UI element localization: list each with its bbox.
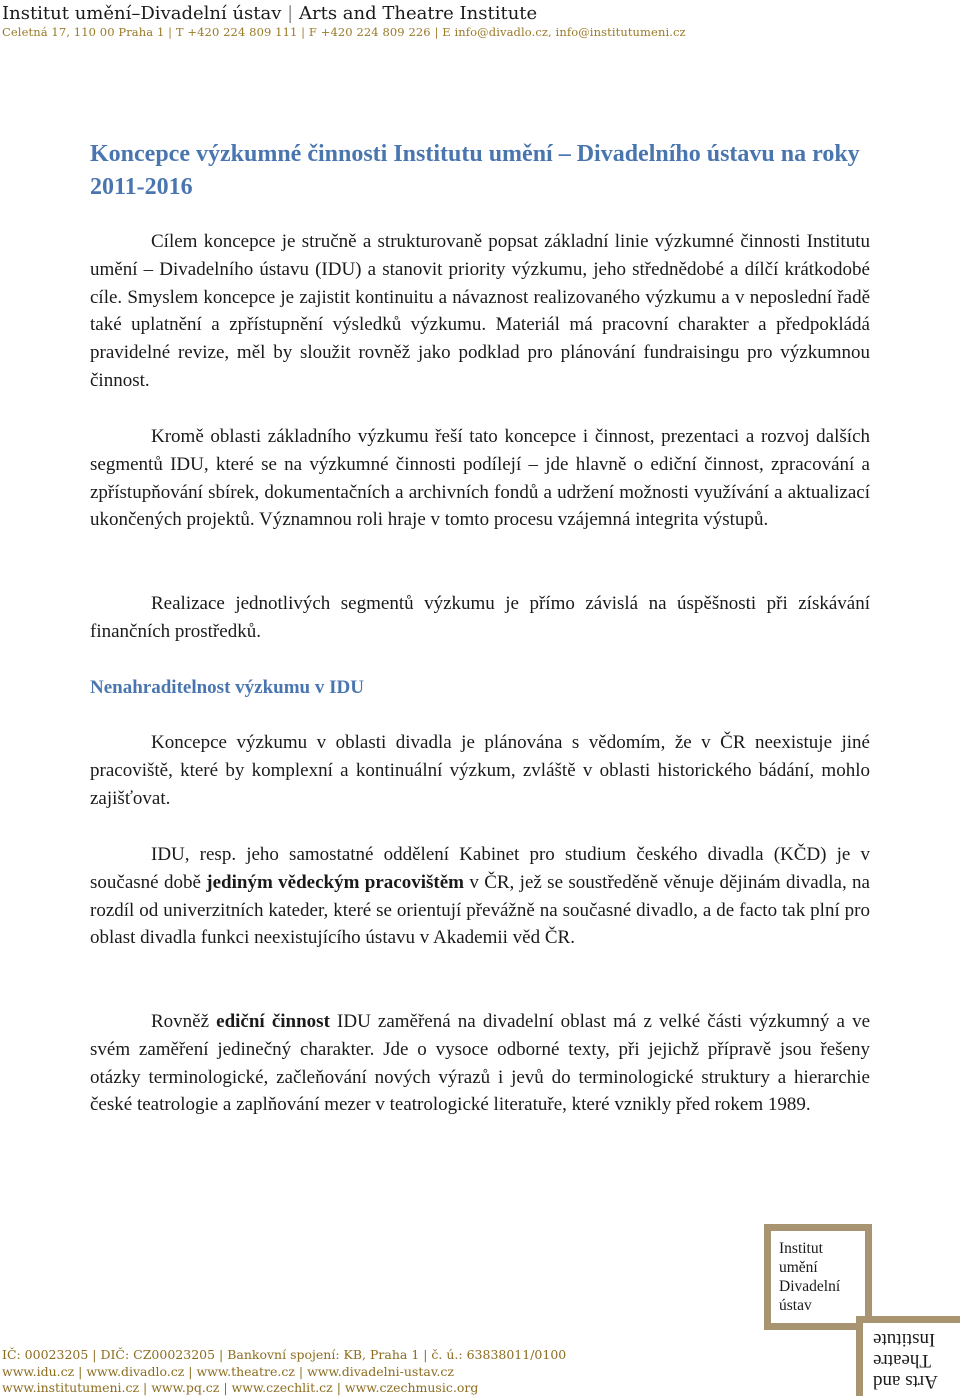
org-name-cz: Institut umění–Divadelní ústav — [2, 3, 282, 24]
footer-websites-2: www.institutumeni.cz | www.pq.cz | www.czechlit.cz | www.czechmusic.org — [2, 1380, 479, 1395]
paragraph-editorial-bold: ediční činnost — [216, 1011, 330, 1032]
paragraph-intro: Cílem koncepce je stručně a strukturovaně popsat základní linie výzkumné činnosti Institutu umění – Divadelního ústavu (IDU) a stanovit priority výzkumu, jeho střednědobé a dílčí krátkodobé cíle. Smyslem koncepce je zajistit kontinuitu a návaznost realizovaného výzkumu a v neposlední řadě také uplatnění a zpřístupnění výsledků výzkumu. Materiál má pracovní charakter a předpokládá pravidelné revize, měl by sloužit rovněž jako podklad pro plánování fundraisingu pro výzkumnou činnost. — [90, 231, 870, 391]
logo-line: umění — [779, 1259, 818, 1276]
org-name-en: Arts and Theatre Institute — [298, 3, 538, 24]
logo-text-cz — [779, 1239, 840, 1315]
logo-line: Arts and — [873, 1371, 938, 1392]
logo-line: Theatre — [873, 1350, 932, 1371]
document-title: Koncepce výzkumné činnosti Institutu umění – Divadelního ústavu na roky 2011-2016 — [90, 141, 860, 200]
paragraph-funding: Realizace jednotlivých segmentů výzkumu je přímo závislá na úspěšnosti při získávání finančních prostředků. — [90, 593, 870, 642]
logo-line: Divadelní — [779, 1278, 841, 1295]
institute-logo-en — [856, 1316, 960, 1396]
institute-logo-cz — [764, 1224, 872, 1330]
paragraph-kcd-bold: jediným vědeckým pracovištěm — [206, 871, 464, 893]
logo-line: ústav — [779, 1297, 812, 1314]
logo-text-en-rotated — [873, 1329, 953, 1392]
paragraph-editorial-text-a: Rovněž — [151, 1011, 217, 1032]
paragraph-kcd-text-b: v ČR, jež se soustředěně věnuje dějinám divadla, na rozdíl od univerzitních kateder, které se orientují převážně na současné divadlo, a de facto tak plní pro oblast divadla funkci neexistujícího ústavu v Akademii věd ČR. — [90, 871, 870, 949]
logo-line: Institut — [779, 1240, 823, 1257]
paragraph-kcd — [90, 841, 870, 952]
paragraph-editorial-text-b: IDU zaměřená na divadelní oblast má z velké části výzkumný a ve svém zaměření jedinečný charakter. Jde o vysoce odborné texty, při jejichž přípravě jsou řešeny otázky terminologické, začleňování nových výrazů i jevů do terminologické struktury a hierarchie české teatrologie a zaplňování mezer v teatrologické literatuře, které vznikly před rokem 1989. — [90, 1011, 871, 1116]
letterhead-separator: | — [287, 3, 294, 24]
footer-websites-1: www.idu.cz | www.divadlo.cz | www.theatre.cz | www.divadelni-ustav.cz — [2, 1364, 454, 1379]
paragraph-irreplaceability: Koncepce výzkumu v oblasti divadla je plánována s vědomím, že v ČR neexistuje jiné pracoviště, které by komplexní a kontinuální výzkum, zvláště v oblasti historického bádání, mohlo zajišťovat. — [90, 732, 870, 809]
letterhead-title — [2, 3, 537, 24]
section-heading: Nenahraditelnost výzkumu v IDU — [90, 677, 364, 698]
paragraph-segments: Kromě oblasti základního výzkumu řeší tato koncepce i činnost, prezentaci a rozvoj dalších segmentů IDU, které se na výzkumné činnosti podílejí – jde hlavně o ediční činnost, zpracování a zpřístupňování sbírek, dokumentačních a archivních fondů a udržení možnosti využívání a aktualizací ukončených projektů. Významnou roli hraje v tomto procesu vzájemná integrita výstupů. — [90, 426, 870, 531]
paragraph-kcd-text-a: IDU, resp. jeho samostatné oddělení Kabinet pro studium českého divadla (KČD) je v současné době — [90, 844, 870, 893]
logo-line: Institute — [873, 1329, 936, 1350]
letterhead-contact: Celetná 17, 110 00 Praha 1 | T +420 224 809 111 | F +420 224 809 226 | E info@divadlo.cz, info@institutumeni.cz — [2, 25, 686, 39]
footer-registration: IČ: 00023205 | DIČ: CZ00023205 | Bankovní spojení: KB, Praha 1 | č. ú.: 63838011/0100 — [2, 1347, 567, 1362]
paragraph-editorial — [90, 1008, 870, 1119]
